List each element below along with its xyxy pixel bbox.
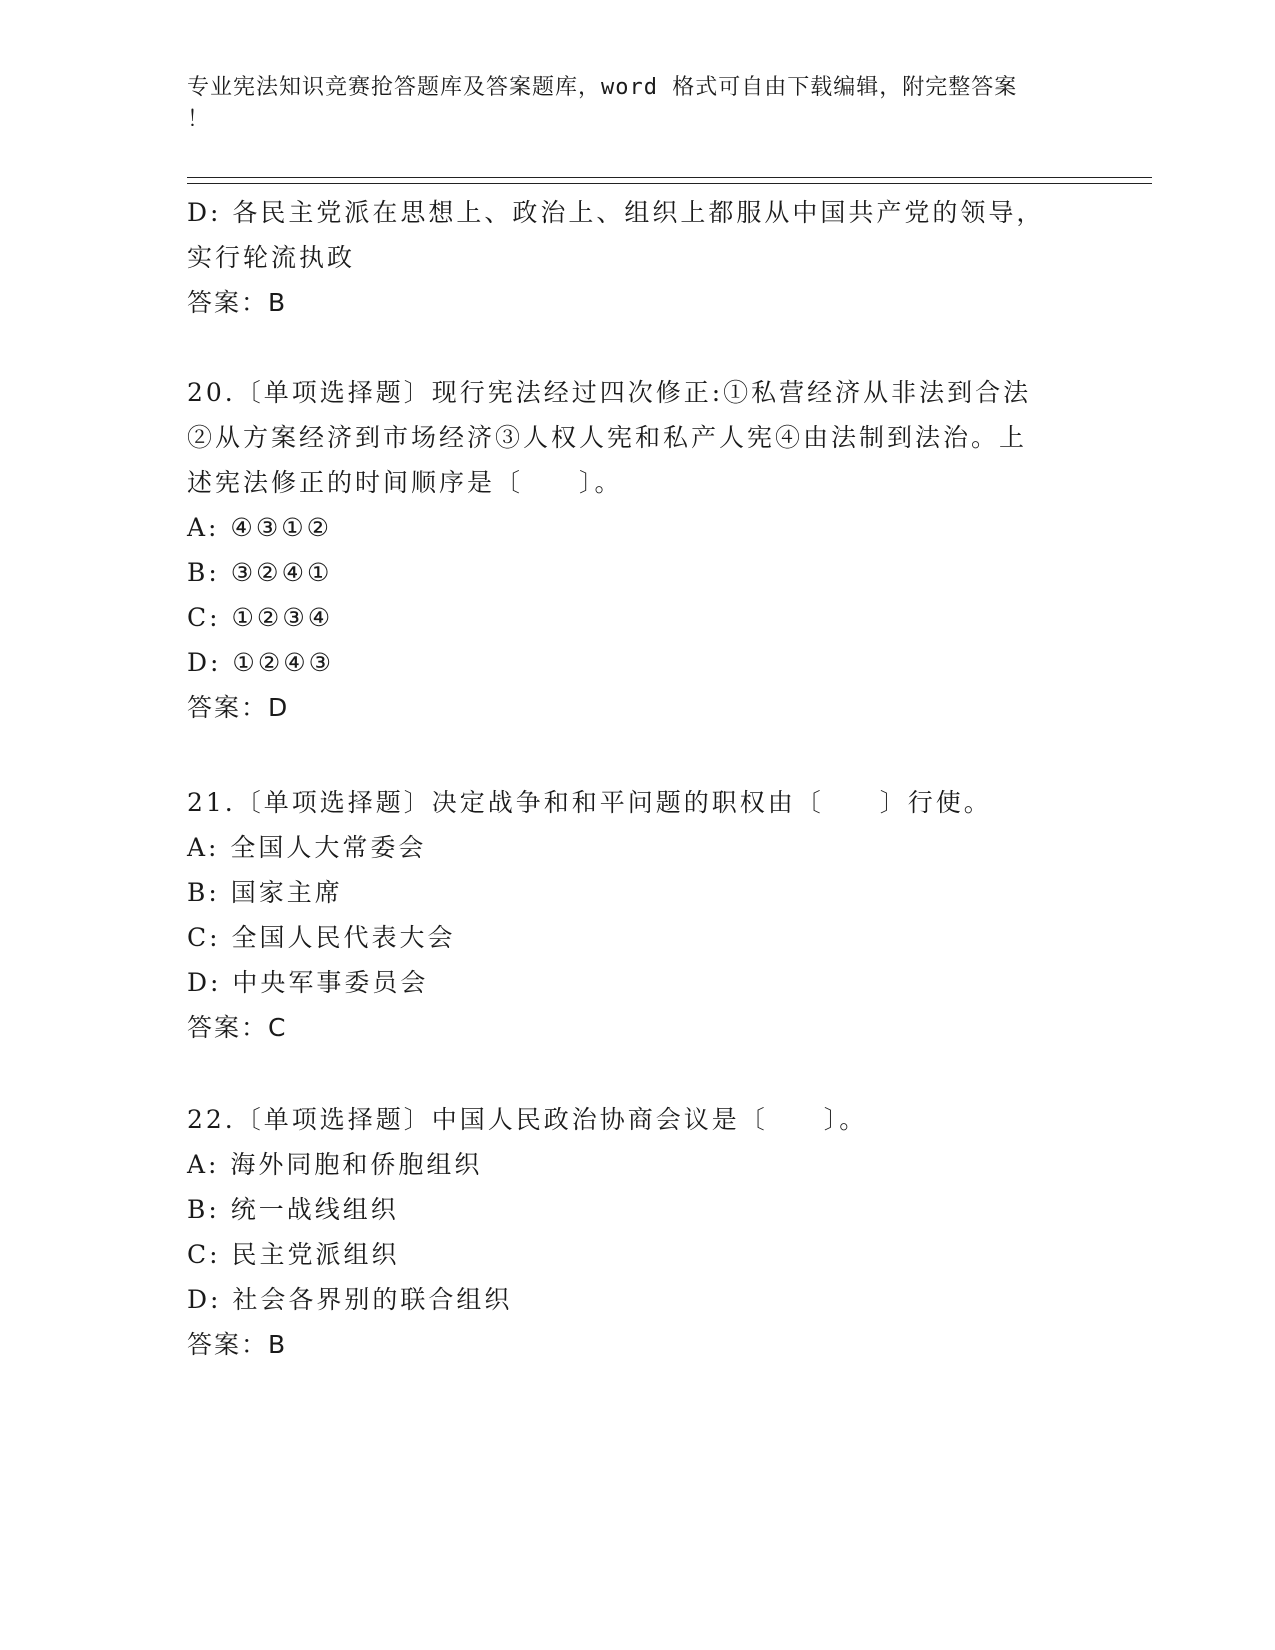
option-d: D: 社会各界别的联合组织 [187,1285,513,1314]
question-22 [187,1097,1067,1367]
option-a: A: 全国人大常委会 [187,833,427,862]
option-b: B: ③②④① [187,558,333,587]
option-d: D: 中央军事委员会 [187,968,429,997]
header-line-1: 专业宪法知识竞赛抢答题库及答案题库，word 格式可自由下载编辑，附完整答案 [187,75,1018,100]
question-stem-line: ②从方案经济到市场经济③人权人宪和私产人宪④由法制到法治。上 [187,423,1028,452]
document-header [187,72,1067,136]
option-c: C: 民主党派组织 [187,1240,400,1269]
answer: 答案：D [187,693,290,722]
option-a: A: 海外同胞和侨胞组织 [187,1150,483,1179]
answer: 答案：B [187,1330,288,1359]
option-d-continued: 实行轮流执政 [187,243,356,272]
header-line-2: ！ [187,107,211,132]
option-a: A: ④③①② [187,513,333,542]
option-d: D: ①②④③ [187,648,335,677]
question-stem-line: 21.〔单项选择题〕决定战争和和平问题的职权由〔 〕行使。 [187,788,992,817]
answer: 答案：C [187,1013,288,1042]
question-stem-line: 述宪法修正的时间顺序是〔 〕。 [187,468,623,497]
question-stem-line: 20.〔单项选择题〕现行宪法经过四次修正:①私营经济从非法到合法 [187,378,1032,407]
question-stem-line: 22.〔单项选择题〕中国人民政治协商会议是〔 〕。 [187,1105,868,1134]
option-b: B: 国家主席 [187,878,343,907]
option-c: C: 全国人民代表大会 [187,923,456,952]
question-21 [187,780,1067,1050]
option-c: C: ①②③④ [187,603,334,632]
header-rule-top [187,177,1152,178]
answer: 答案：B [187,288,288,317]
question-20 [187,370,1067,730]
prev-question-tail [187,190,1067,325]
option-d: D: 各民主党派在思想上、政治上、组织上都服从中国共产党的领导， [187,198,1045,227]
option-b: B: 统一战线组织 [187,1195,399,1224]
header-rule-bottom [187,183,1152,184]
